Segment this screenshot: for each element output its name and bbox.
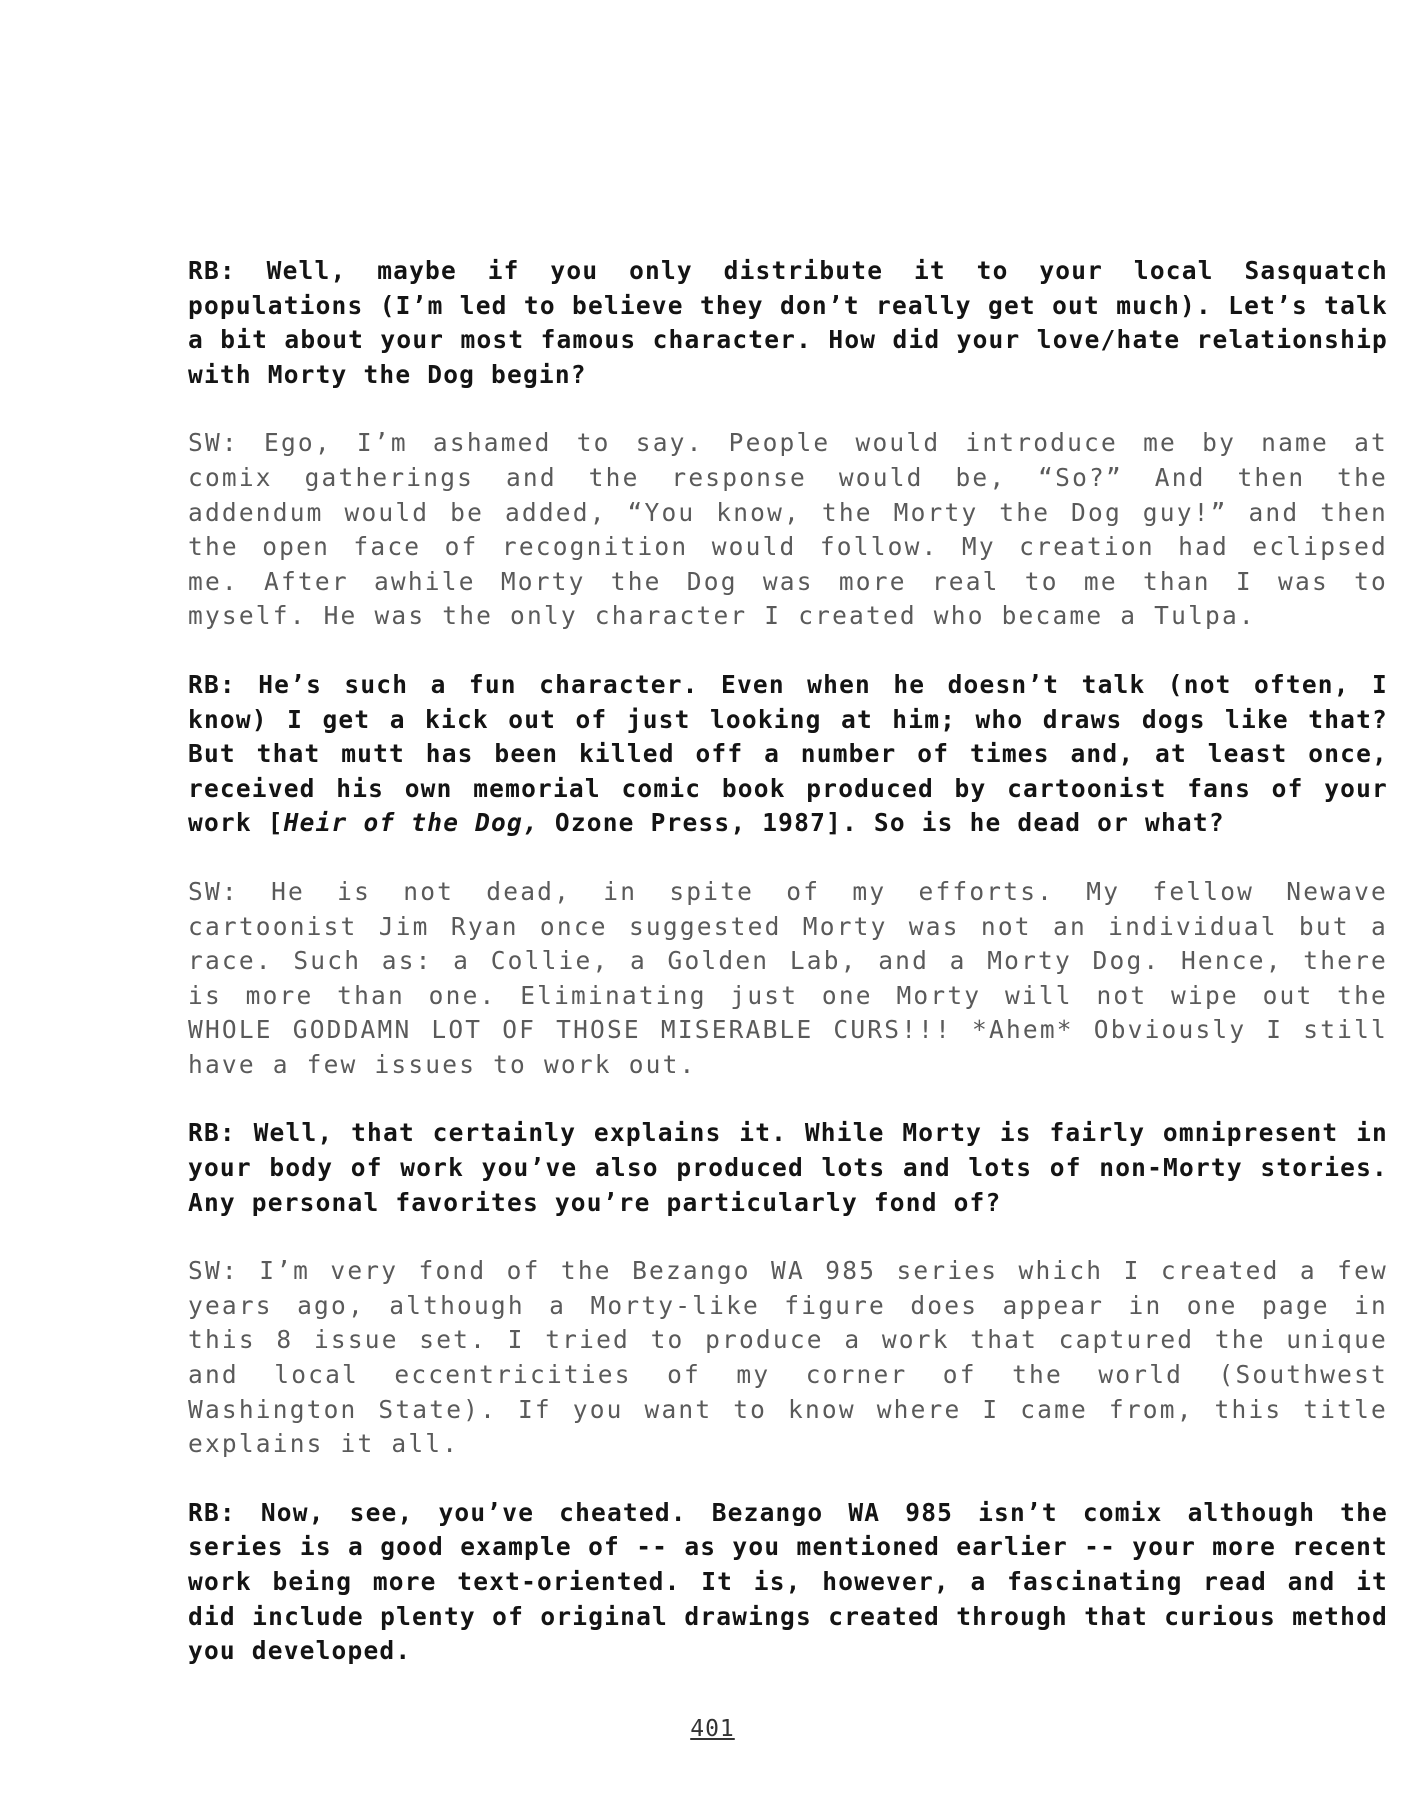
interview-paragraph bbox=[188, 1254, 1388, 1462]
interview-paragraph bbox=[188, 426, 1388, 634]
paragraph-text: Ego, I’m ashamed to say. People would introduce me by name at comix gatherings and the response would be, “So?” And then the addendum would be added, “You know, the Morty the Dog guy!” and then the open face of recognition would follow. My creation had eclipsed me. After awhile Morty the Dog was more real to me than I was to myself. He was the only character I created who became a Tulpa. bbox=[188, 428, 1388, 631]
paragraph-text: Now, see, you’ve cheated. Bezango WA 985 isn’t comix although the series is a good example of -- as you mentioned earlier -- your more recent work being more text-oriented. It is, however, a fascinating read and it did include plenty of original drawings created through that curious method you developed. bbox=[188, 1497, 1389, 1666]
speaker-label: RB: bbox=[188, 1118, 236, 1148]
interview-paragraph bbox=[188, 1496, 1388, 1669]
interview-paragraph bbox=[188, 254, 1388, 392]
paragraph-text: I’m very fond of the Bezango WA 985 series which I created a few years ago, although a Morty-like figure does appear in one page in this 8 issue set. I tried to produce a work that captured the unique and local eccentricities of my corner of the world (Southwest Washington State). If you want to know where I came from, this title explains it all. bbox=[188, 1256, 1388, 1459]
paragraph-text: He’s such a fun character. Even when he doesn’t talk (not often, I know) I get a kick out of just looking at him; who draws dogs like that? But that mutt has been killed off a number of times and, at least once, received his own memorial comic book produced by cartoonist fans of your work [ bbox=[188, 669, 1388, 838]
speaker-label: RB: bbox=[188, 669, 236, 699]
interview-text bbox=[188, 254, 1388, 1703]
interview-paragraph bbox=[188, 1116, 1388, 1220]
speaker-label: SW: bbox=[188, 1256, 239, 1286]
speaker-label: RB: bbox=[188, 1497, 236, 1527]
italic-title: Heir of the Dog, bbox=[283, 808, 539, 838]
page-number bbox=[0, 1716, 1425, 1742]
interview-paragraph bbox=[188, 668, 1388, 841]
paragraph-text: He is not dead, in spite of my efforts. My fellow Newave cartoonist Jim Ryan once suggested Morty was not an individual but a race. Such as: a Collie, a Golden Lab, and a Morty Dog. Hence, there is more than one. Eliminating just one Morty will not wipe out the WHOLE GODDAMN LOT OF THOSE MISERABLE CURS!!! *Ahem* Obviously I still have a few issues to work out. bbox=[188, 876, 1388, 1079]
paragraph-text: Ozone Press, 1987]. So is he dead or what? bbox=[538, 808, 1225, 838]
paragraph-text: Well, maybe if you only distribute it to your local Sasquatch populations (I’m led to believe they don’t really get out much). Let’s talk a bit about your most famous character. How did your love/hate relationship with Morty the Dog begin? bbox=[188, 256, 1389, 389]
page-number-text: 401 bbox=[690, 1716, 735, 1742]
interview-paragraph bbox=[188, 875, 1388, 1083]
speaker-label: SW: bbox=[188, 428, 239, 458]
paragraph-text: Well, that certainly explains it. While Morty is fairly omnipresent in your body of work you’ve also produced lots and lots of non-Morty stories. Any personal favorites you’re particularly fond of? bbox=[188, 1118, 1388, 1217]
speaker-label: SW: bbox=[188, 876, 239, 906]
speaker-label: RB: bbox=[188, 256, 236, 285]
